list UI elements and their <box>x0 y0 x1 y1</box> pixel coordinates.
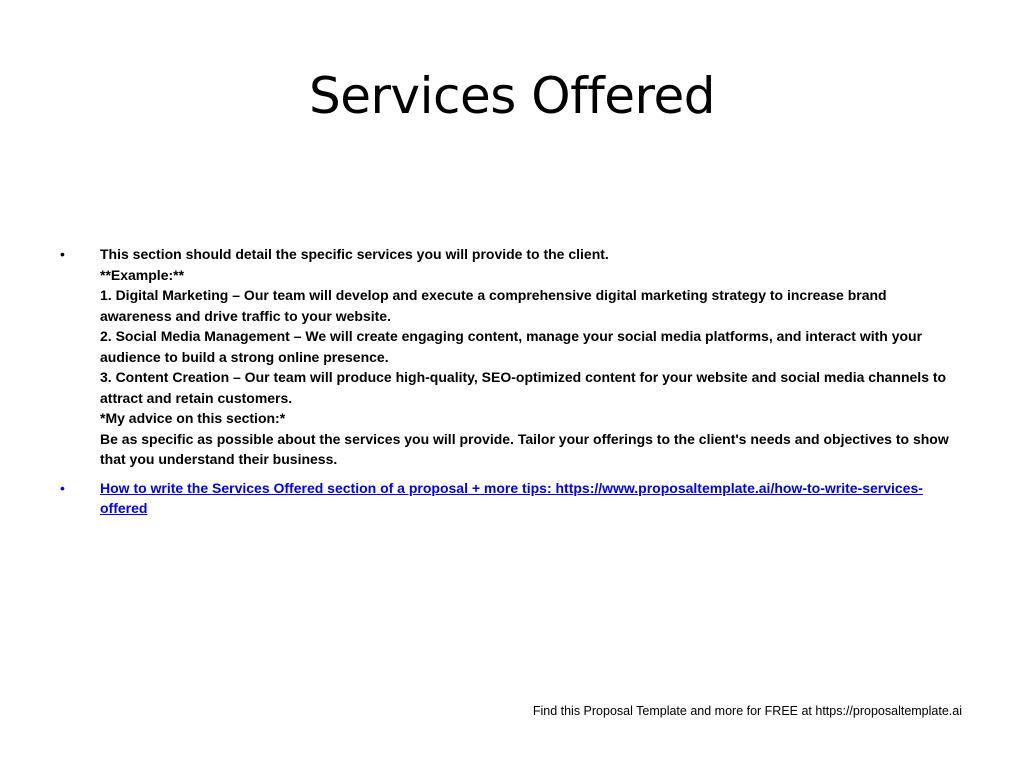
intro-line: This section should detail the specific services you will provide to the client. <box>100 246 609 262</box>
tips-link[interactable]: How to write the Services Offered section of a proposal + more tips: https://www.proposaltemplate.ai/how-to-write-services-offered <box>100 479 923 516</box>
bullet-marker: • <box>60 479 65 496</box>
bullet-marker: • <box>60 246 65 262</box>
bullet-item-tips-link <box>60 478 960 519</box>
slide-title: Services Offered <box>308 67 715 125</box>
bullet-list <box>60 244 960 527</box>
advice-heading: *My advice on this section:* <box>100 410 286 426</box>
service-social-media-management: 2. Social Media Management – We will create engaging content, manage your social media platforms, and interact with your audience to build a strong online presence. <box>100 328 923 365</box>
service-content-creation: 3. Content Creation – Our team will produce high-quality, SEO-optimized content for your website and social media channels to attract and retain customers. <box>100 369 947 406</box>
example-heading: **Example:** <box>100 266 185 283</box>
footer-note: Find this Proposal Template and more for FREE at https://proposaltemplate.ai <box>532 704 962 718</box>
advice-text: Be as specific as possible about the services you will provide. Tailor your offerings to the client's needs and objectives to show that you understand their business. <box>100 430 949 467</box>
bullet-body <box>100 478 960 519</box>
bullet-item-services-detail <box>60 244 960 470</box>
bullet-body <box>100 244 960 470</box>
service-digital-marketing: 1. Digital Marketing – Our team will develop and execute a comprehensive digital marketing strategy to increase brand awareness and drive traffic to your website. <box>100 287 887 324</box>
